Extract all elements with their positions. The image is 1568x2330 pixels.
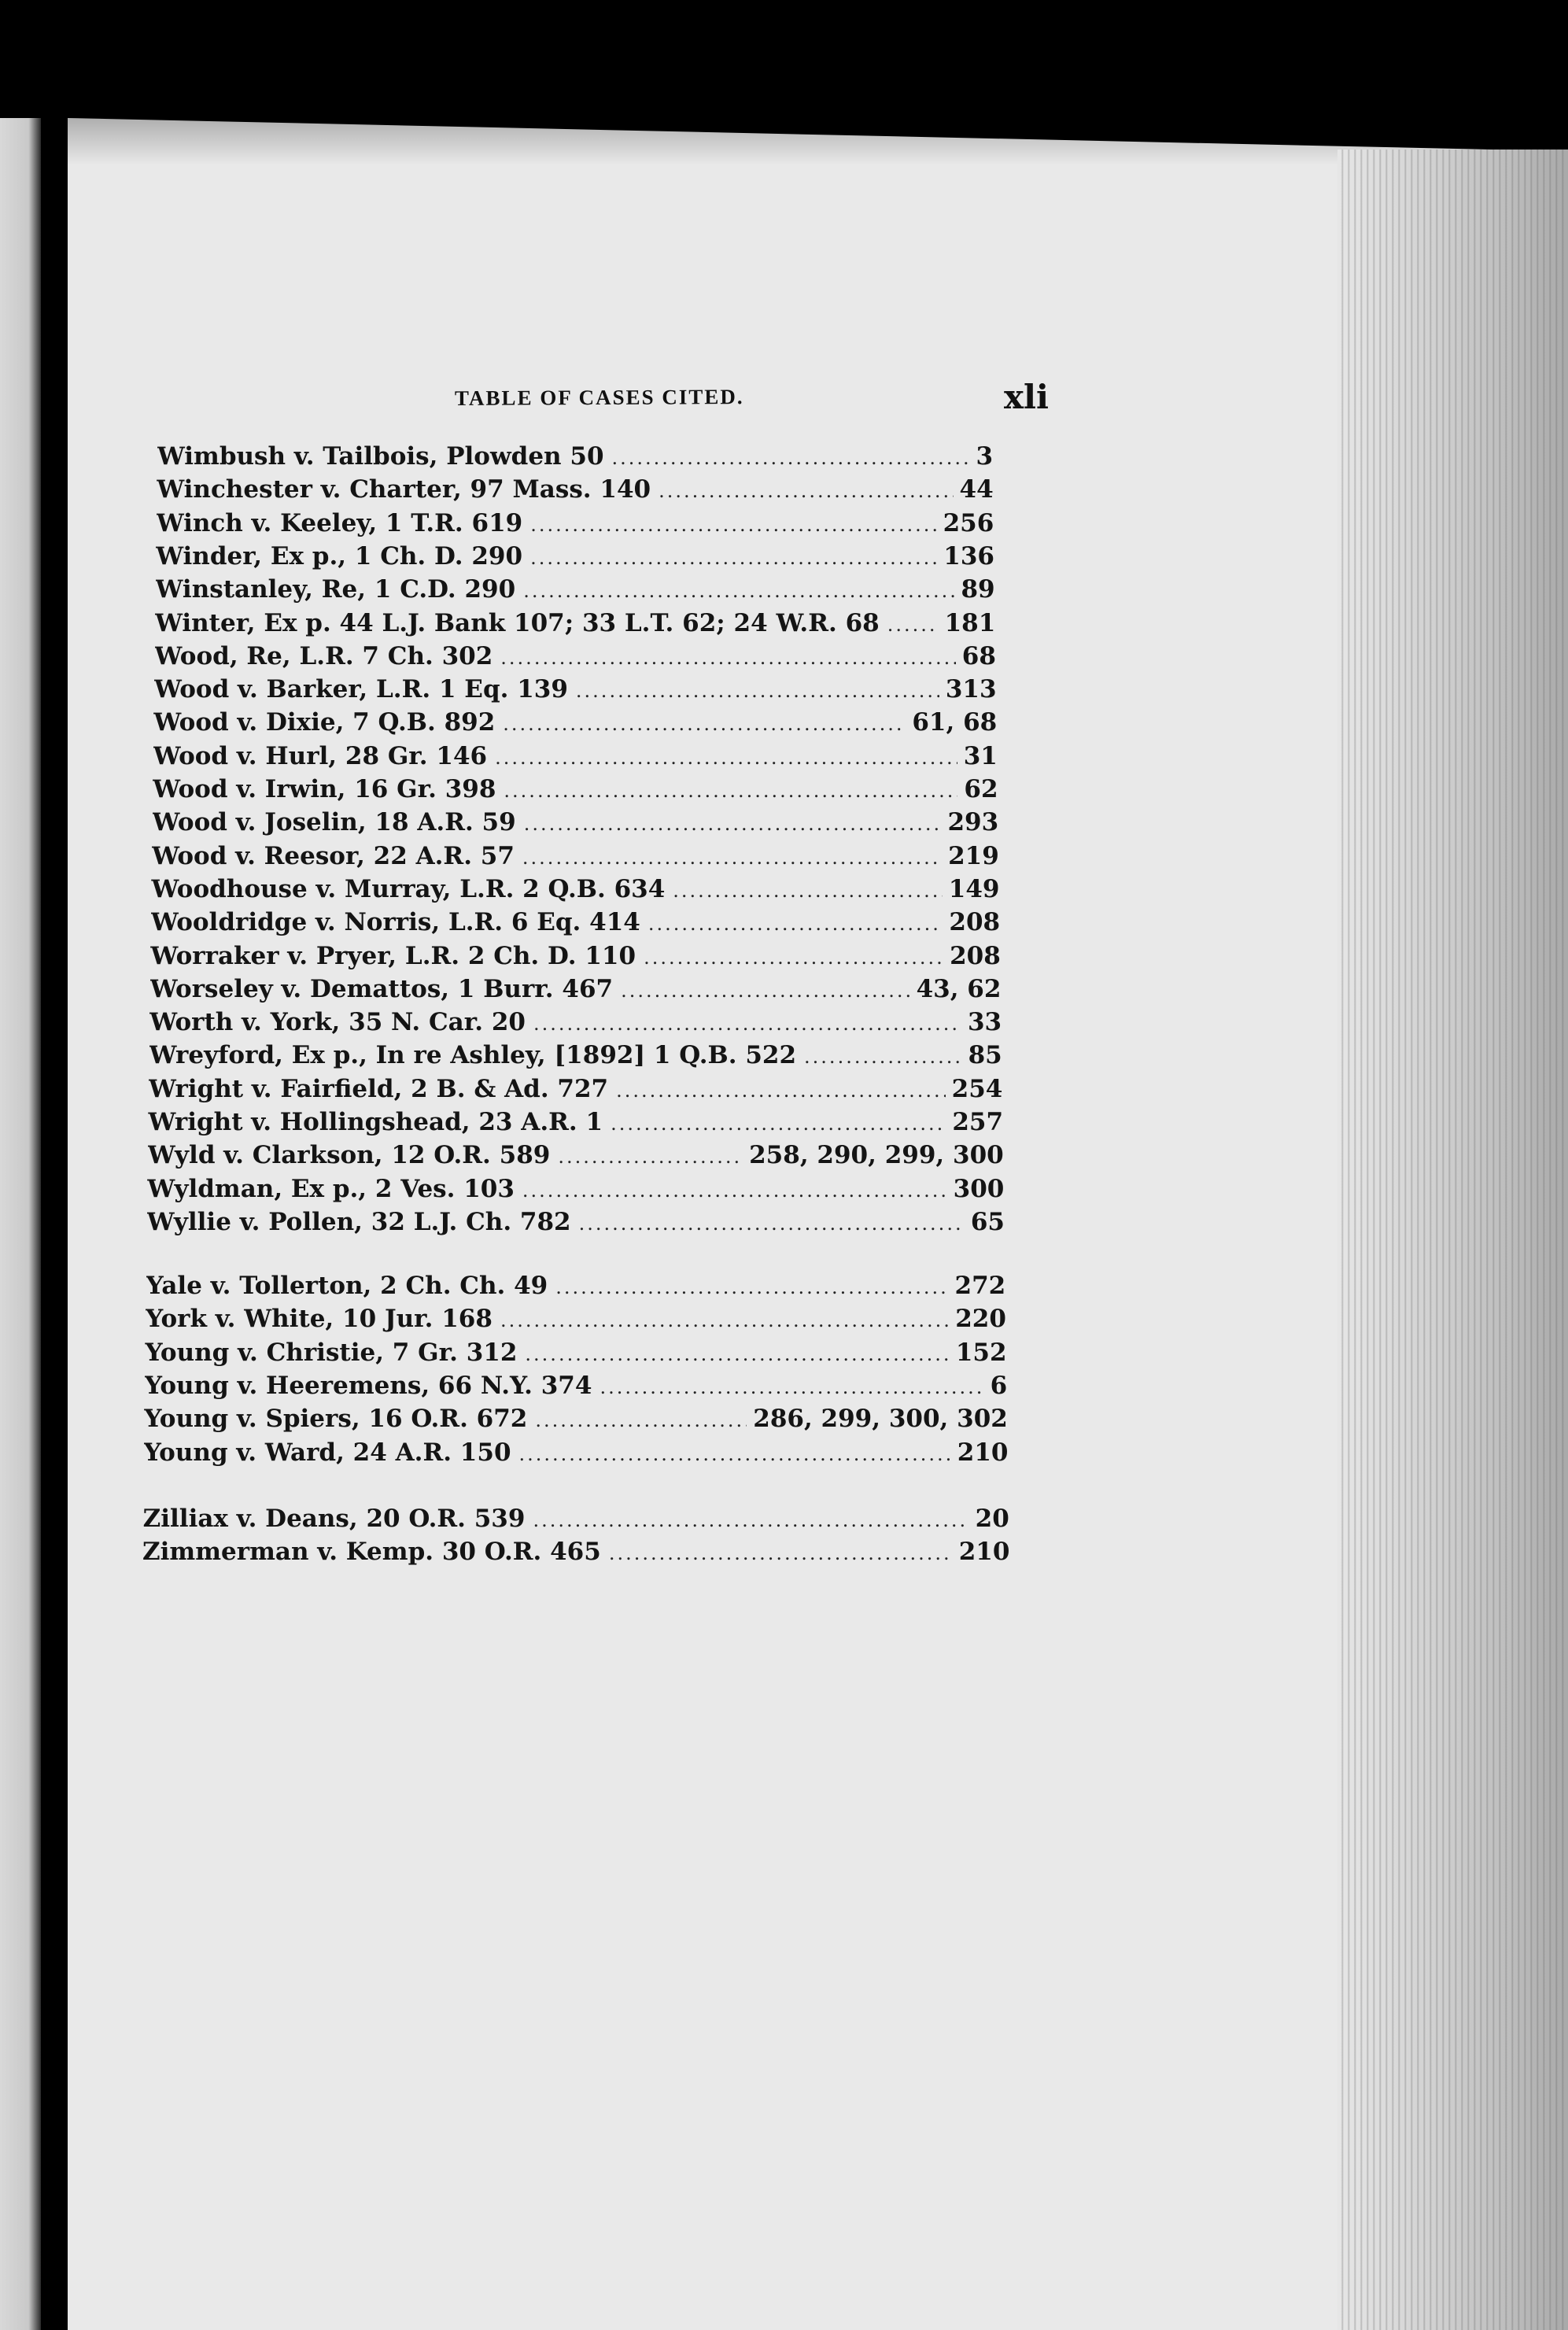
dot-leader [525, 1343, 949, 1365]
dot-leader [576, 680, 939, 702]
case-citation: Young v. Christie, 7 Gr. 312 [145, 1338, 518, 1367]
dot-leader [533, 1509, 968, 1531]
dot-leader [522, 847, 942, 869]
case-citation: Wood v. Reesor, 22 A.R. 57 [152, 841, 515, 870]
case-citation: Wreyford, Ex p., In re Ashley, [1892] 1 Q.B. 522 [149, 1041, 797, 1070]
dot-leader [673, 880, 942, 902]
dot-leader [612, 447, 970, 469]
case-citation: Wyldman, Ex p., 2 Ves. 103 [147, 1174, 515, 1203]
case-entry [153, 742, 998, 775]
case-citation: Wood v. Irwin, 16 Gr. 398 [153, 775, 496, 803]
case-citation: Wood, Re, L.R. 7 Ch. 302 [154, 641, 493, 670]
case-entry [147, 1175, 1004, 1208]
case-citation: Worraker v. Pryer, L.R. 2 Ch. D. 110 [150, 941, 636, 970]
case-citation: Young v. Spiers, 16 O.R. 672 [144, 1405, 528, 1434]
page-reference: 152 [955, 1338, 1007, 1367]
page-reference: 257 [952, 1108, 1004, 1136]
case-citation: Zilliax v. Deans, 20 O.R. 539 [142, 1505, 526, 1533]
dot-leader [503, 713, 906, 735]
page-reference: 33 [967, 1008, 1002, 1037]
page-reference: 149 [948, 874, 1000, 903]
case-citation: Wimbush v. Tailbois, Plowden 50 [157, 442, 604, 471]
case-entry [156, 542, 994, 575]
dot-leader [500, 647, 955, 669]
page-reference: 258, 290, 299, 300 [749, 1141, 1004, 1170]
dot-leader [500, 1309, 949, 1331]
page-reference: 272 [954, 1272, 1006, 1300]
dot-leader [648, 913, 943, 935]
case-entry [151, 875, 999, 908]
case-citation: Worth v. York, 35 N. Car. 20 [149, 1008, 526, 1037]
page-reference: 254 [951, 1074, 1003, 1103]
dot-leader [522, 1180, 947, 1202]
page-reference: 256 [943, 508, 994, 537]
case-citation: Winter, Ex p. 44 L.J. Bank 107; 33 L.T. 62; 24 W.R. 68 [155, 608, 880, 637]
case-entry [153, 775, 998, 808]
page-reference: 220 [955, 1305, 1006, 1334]
case-entry [142, 1538, 1009, 1571]
case-entry [146, 1272, 1006, 1305]
dot-leader [519, 1443, 951, 1465]
case-entry [155, 609, 995, 642]
page-reference: 44 [959, 475, 994, 504]
case-citation: Wood v. Hurl, 28 Gr. 146 [153, 741, 488, 770]
page-reference: 181 [944, 608, 996, 637]
dot-leader [524, 813, 942, 835]
dot-leader [600, 1376, 983, 1398]
case-citation: Yale v. Tollerton, 2 Ch. Ch. 49 [146, 1272, 548, 1300]
page-number: xli [1004, 378, 1049, 416]
case-citation: Winchester v. Charter, 97 Mass. 140 [157, 475, 651, 504]
case-entry [149, 1075, 1002, 1108]
case-citation: Young v. Heeremens, 66 N.Y. 374 [144, 1371, 592, 1400]
case-entry [143, 1505, 1009, 1538]
page-reference: 43, 62 [916, 974, 1002, 1003]
dot-leader [644, 947, 943, 969]
case-citation: Wooldridge v. Norris, L.R. 6 Eq. 414 [150, 908, 640, 937]
case-entry [153, 708, 997, 741]
dot-leader [887, 614, 939, 636]
case-citation: Winder, Ex p., 1 Ch. D. 290 [156, 541, 523, 570]
dot-leader [804, 1046, 962, 1068]
dot-leader [659, 480, 953, 502]
case-citation: Winch v. Keeley, 1 T.R. 619 [156, 508, 523, 537]
case-citation: Wood v. Barker, L.R. 1 Eq. 139 [153, 675, 568, 704]
dot-leader [535, 1409, 747, 1431]
dot-leader [558, 1146, 743, 1168]
dot-leader [533, 1013, 961, 1035]
case-entry [145, 1372, 1007, 1405]
case-citation: York v. White, 10 Jur. 168 [146, 1305, 493, 1334]
page-reference: 286, 299, 300, 302 [753, 1405, 1008, 1434]
page-reference: 20 [975, 1505, 1009, 1533]
case-entry [150, 942, 1000, 975]
dot-leader [609, 1542, 953, 1564]
case-entry [147, 1208, 1005, 1241]
case-citation: Young v. Ward, 24 A.R. 150 [143, 1438, 511, 1467]
page-reference: 89 [961, 575, 995, 604]
case-citation: Wyld v. Clarkson, 12 O.R. 589 [147, 1141, 551, 1170]
case-entry [152, 842, 999, 875]
page-reference: 293 [947, 808, 999, 837]
case-entry [155, 642, 996, 675]
case-entry [153, 808, 999, 841]
page-reference: 31 [963, 741, 998, 770]
case-entry [156, 575, 995, 608]
dot-leader [611, 1113, 946, 1135]
page-reference: 62 [964, 775, 998, 803]
page-reference: 210 [958, 1538, 1010, 1567]
page-reference: 61, 68 [912, 708, 998, 737]
case-entry [157, 442, 993, 475]
page-reference: 68 [961, 641, 996, 670]
case-entry [149, 1041, 1002, 1074]
dot-leader [621, 980, 909, 1002]
case-entry [148, 1108, 1003, 1141]
dot-leader [616, 1080, 946, 1102]
page-reference: 208 [950, 941, 1001, 970]
case-entry [144, 1438, 1009, 1471]
case-entry [148, 1141, 1004, 1174]
case-entry [157, 509, 994, 542]
case-entry [145, 1339, 1006, 1372]
case-entry [144, 1405, 1008, 1438]
case-citation: Wright v. Fairfield, 2 B. & Ad. 727 [149, 1074, 609, 1103]
page-reference: 3 [976, 442, 994, 471]
case-citation: Winstanley, Re, 1 C.D. 290 [155, 575, 516, 604]
page-reference: 136 [943, 541, 994, 570]
case-entry [157, 475, 993, 508]
page-reference: 208 [949, 908, 1001, 937]
page-reference: 300 [953, 1174, 1005, 1203]
dot-leader [495, 747, 957, 769]
case-citation: Zimmerman v. Kemp. 30 O.R. 465 [142, 1538, 601, 1567]
dot-leader [555, 1276, 948, 1298]
page-reference: 313 [945, 675, 997, 704]
case-entry [149, 1008, 1002, 1041]
case-citation: Woodhouse v. Murray, L.R. 2 Q.B. 634 [151, 874, 666, 903]
case-entry [150, 975, 1002, 1008]
running-head-title: TABLE OF CASES CITED. [454, 385, 744, 410]
case-entry [146, 1305, 1006, 1338]
dot-leader [530, 547, 937, 569]
page-reference: 85 [968, 1041, 1002, 1070]
page-reference: 219 [948, 841, 999, 870]
dot-leader [504, 780, 957, 802]
dot-leader [530, 514, 936, 536]
case-citation: Worseley v. Demattos, 1 Burr. 467 [149, 974, 614, 1003]
case-entry [151, 908, 1000, 941]
case-citation: Wyllie v. Pollen, 32 L.J. Ch. 782 [146, 1207, 571, 1236]
case-citation: Wood v. Dixie, 7 Q.B. 892 [153, 708, 496, 737]
dot-leader [579, 1213, 965, 1235]
case-citation: Wood v. Joselin, 18 A.R. 59 [152, 808, 516, 837]
page-reference: 210 [957, 1438, 1009, 1467]
case-citation: Wright v. Hollingshead, 23 A.R. 1 [148, 1108, 603, 1136]
dot-leader [523, 580, 954, 602]
page-reference: 6 [990, 1371, 1008, 1400]
case-entry [154, 675, 997, 708]
page-reference: 65 [970, 1207, 1005, 1236]
